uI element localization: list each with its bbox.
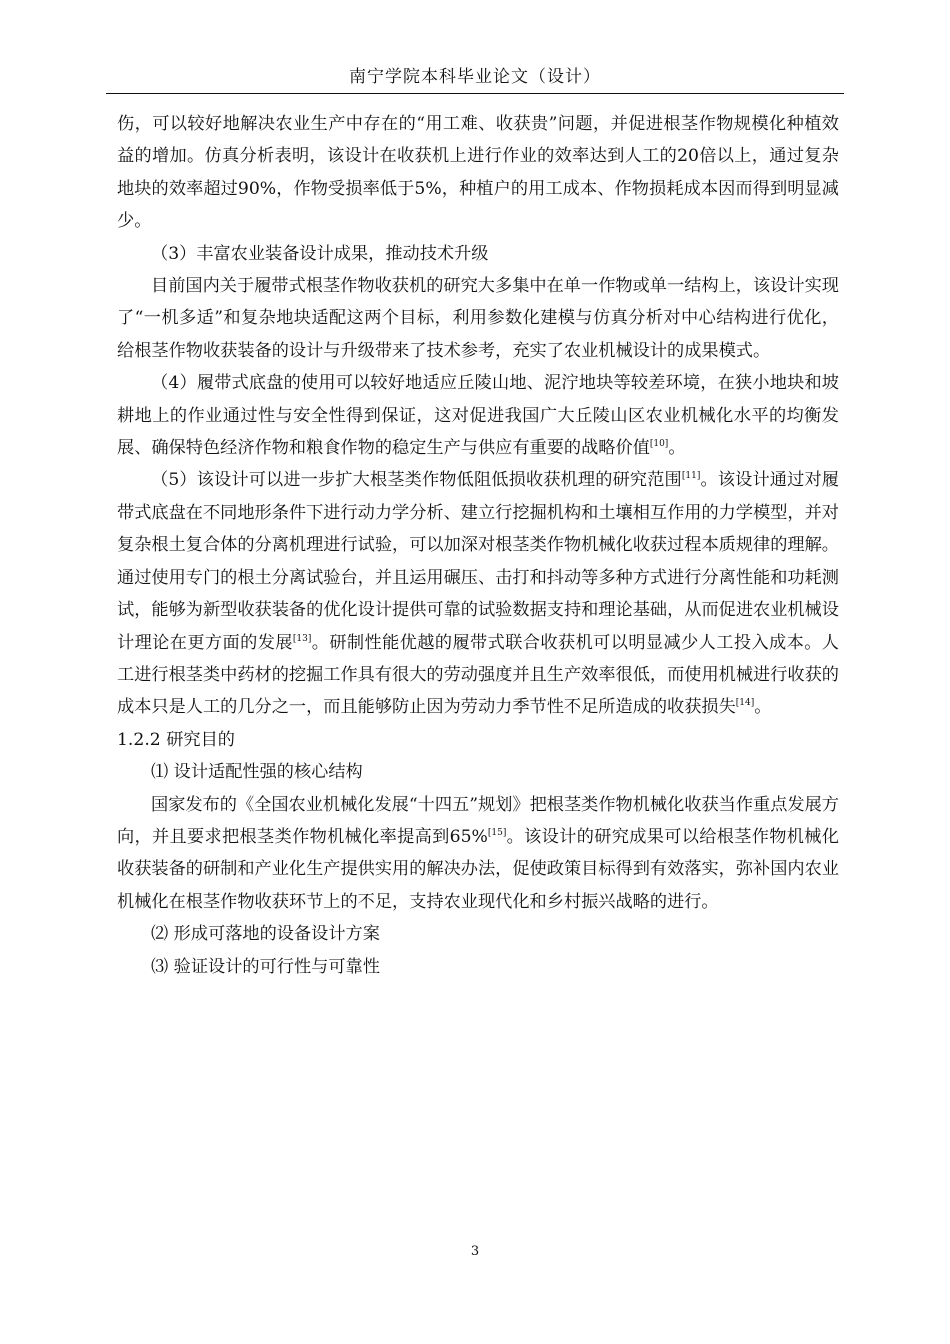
subheading-text: ⑴ 设计适配性强的核心结构 — [151, 762, 363, 783]
paragraph-text: 。研制性能优越的履带式联合收获机可以明显减少人工投入成本。人工进行根茎类中药材的挖掘工作具有很大的劳动强度并且生产效率很低，而使用机械进行收获的成本只是人工的几分之一，而且能够防止因为劳动力季节性不足所造成的收获损失 — [117, 632, 839, 718]
page-number: 3 — [470, 1244, 480, 1259]
header-rule — [106, 93, 844, 94]
citation-ref: [15] — [487, 827, 507, 838]
section-heading — [117, 724, 839, 756]
subheading-1 — [117, 756, 839, 788]
subheading-text: （3）丰富农业装备设计成果，推动技术升级 — [151, 243, 489, 264]
subheading-3b — [117, 951, 839, 983]
citation-ref: [11] — [681, 471, 701, 482]
paragraph-point-4 — [117, 367, 839, 464]
citation-ref: [10] — [649, 439, 669, 450]
paragraph-point-5 — [117, 464, 839, 723]
paragraph-text: 。 — [754, 697, 772, 718]
citation-ref: [14] — [735, 698, 755, 709]
section-heading-text: 1.2.2 研究目的 — [117, 729, 235, 750]
paragraph-continued — [117, 108, 839, 238]
subheading-3 — [117, 238, 839, 270]
subheading-text: ⑶ 验证设计的可行性与可靠性 — [151, 956, 380, 977]
paragraph-text: 目前国内关于履带式根茎作物收获机的研究大多集中在单一作物或单一结构上，该设计实现了“一机多适”和复杂地块适配这两个目标，利用参数化建模与仿真分析对中心结构进行优化，给根茎作物收获装备的设计与升级带来了技术参考，充实了农业机械设计的成果模式。 — [117, 276, 839, 361]
paragraph — [117, 270, 839, 367]
paragraph-text: 。该设计的研究成果可以给根茎作物机械化收获装备的研制和产业化生产提供实用的解决办法，促使政策目标得到有效落实，弥补国内农业机械化在根茎作物收获环节上的不足，支持农业现代化和乡村振兴战略的进行。 — [117, 826, 839, 912]
paragraph — [117, 789, 839, 919]
paragraph-text: 伤，可以较好地解决农业生产中存在的“用工难、收获贵”问题，并促进根茎作物规模化种植效益的增加。仿真分析表明，该设计在收获机上进行作业的效率达到人工的20倍以上，通过复杂地块的效率超过90%，作物受损率低于5%，种植户的用工成本、作物损耗成本因而得到明显减少。 — [117, 114, 839, 232]
paragraph-text: （4）履带式底盘的使用可以较好地适应丘陵山地、泥泞地块等较差环境，在狭小地块和坡耕地上的作业通过性与安全性得到保证，这对促进我国广大丘陵山区农业机械化水平的均衡发展、确保特色经济作物和粮食作物的稳定生产与供应有重要的战略价值 — [117, 373, 839, 459]
subheading-2 — [117, 918, 839, 950]
page-body — [117, 108, 839, 983]
subheading-text: ⑵ 形成可落地的设备设计方案 — [151, 924, 380, 945]
paragraph-text: 。 — [668, 438, 686, 459]
citation-ref: [13] — [292, 633, 312, 644]
paragraph-text: 。该设计通过对履带式底盘在不同地形条件下进行动力学分析、建立行挖掘机构和土壤相互作用的力学模型，并对复杂根土复合体的分离机理进行试验，可以加深对根茎类作物机械化收获过程本质规律的理解。通过使用专门的根土分离试验台，并且运用碾压、击打和抖动等多种方式进行分离性能和功耗测试，能够为新型收获装备的优化设计提供可靠的试验数据支持和理论基础，从而促进农业机械设计理论在更方面的发展 — [117, 470, 839, 653]
paragraph-text: 国家发布的《全国农业机械化发展“十四五”规划》把根茎类作物机械化收获当作重点发展方向，并且要求把根茎类作物机械化率提高到65% — [117, 794, 839, 847]
page-header-title: 南宁学院本科毕业论文（设计） — [349, 67, 601, 87]
paragraph-text: （5）该设计可以进一步扩大根茎类作物低阻低损收获机理的研究范围 — [151, 470, 682, 491]
